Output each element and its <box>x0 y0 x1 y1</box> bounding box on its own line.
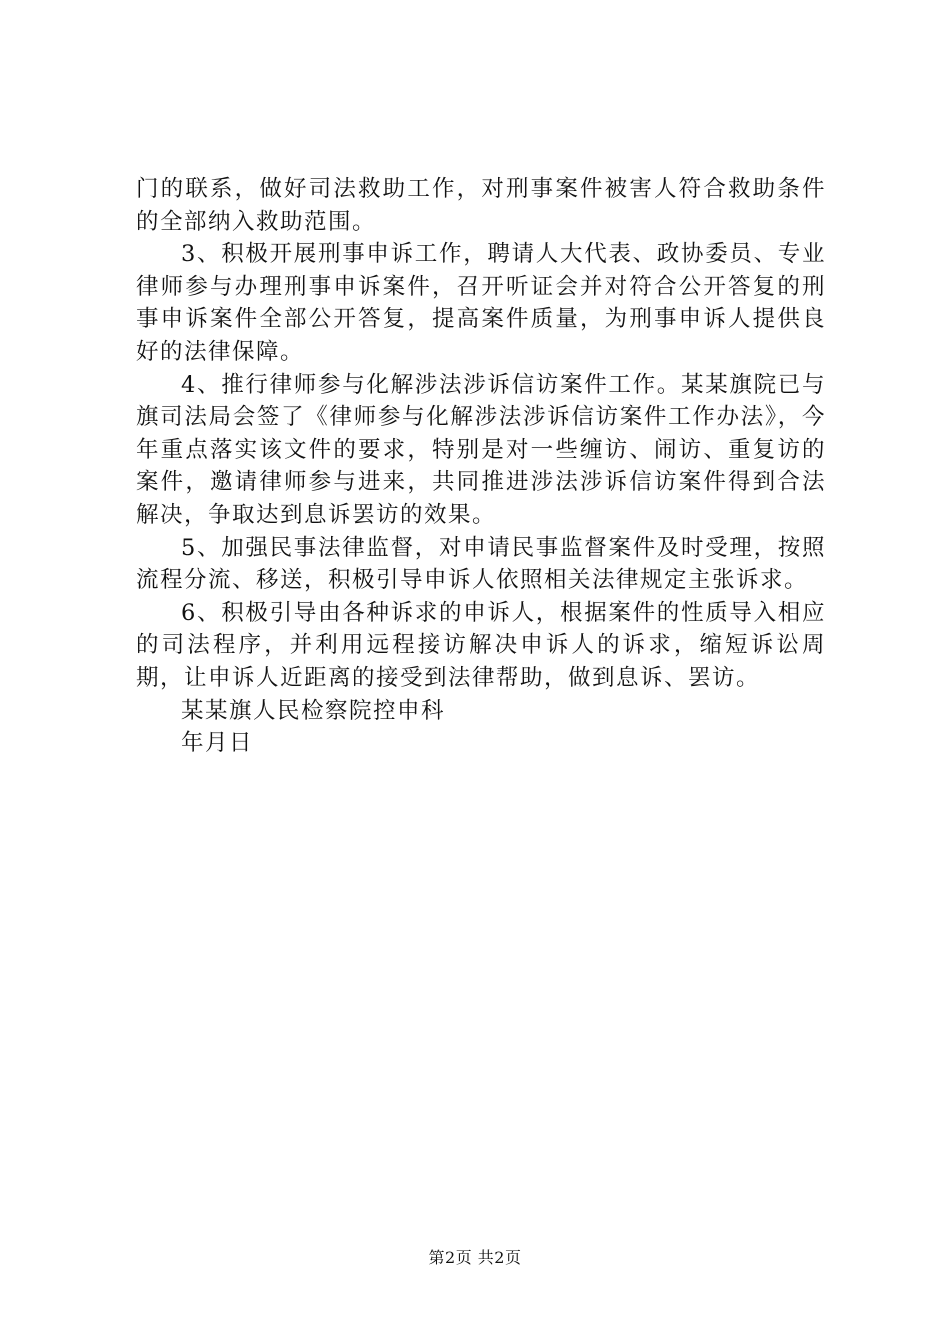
paragraph-continuation: 门的联系，做好司法救助工作，对刑事案件被害人符合救助条件的全部纳入救助范围。 <box>136 176 826 235</box>
document-body <box>136 173 826 760</box>
paragraph-item-4: 4、推行律师参与化解涉法涉诉信访案件工作。某某旗院已与旗司法局会签了《律师参与化解涉法涉诉信访案件工作办法》，今年重点落实该文件的要求，特别是对一些缠访、闹访、重复访的案件，邀请律师参与进来，共同推进涉法涉诉信访案件得到合法解决，争取达到息诉罢访的效果。 <box>136 371 826 528</box>
paragraph-item-3: 3、积极开展刑事申诉工作，聘请人大代表、政协委员、专业律师参与办理刑事申诉案件，召开听证会并对符合公开答复的刑事申诉案件全部公开答复，提高案件质量，为刑事申诉人提供良好的法律保障。 <box>136 241 826 365</box>
paragraph-item-6: 6、积极引导由各种诉求的申诉人，根据案件的性质导入相应的司法程序，并利用远程接访解决申诉人的诉求，缩短诉讼周期，让申诉人近距离的接受到法律帮助，做到息诉、罢访。 <box>136 599 826 691</box>
page-number: 第2页 共2页 <box>428 1248 522 1267</box>
paragraph-item-5: 5、加强民事法律监督，对申请民事监督案件及时受理，按照流程分流、移送，积极引导申诉人依照相关法律规定主张诉求。 <box>136 534 826 594</box>
signature-line: 某某旗人民检察院控申科 <box>181 697 446 724</box>
date-line: 年月日 <box>181 730 254 757</box>
